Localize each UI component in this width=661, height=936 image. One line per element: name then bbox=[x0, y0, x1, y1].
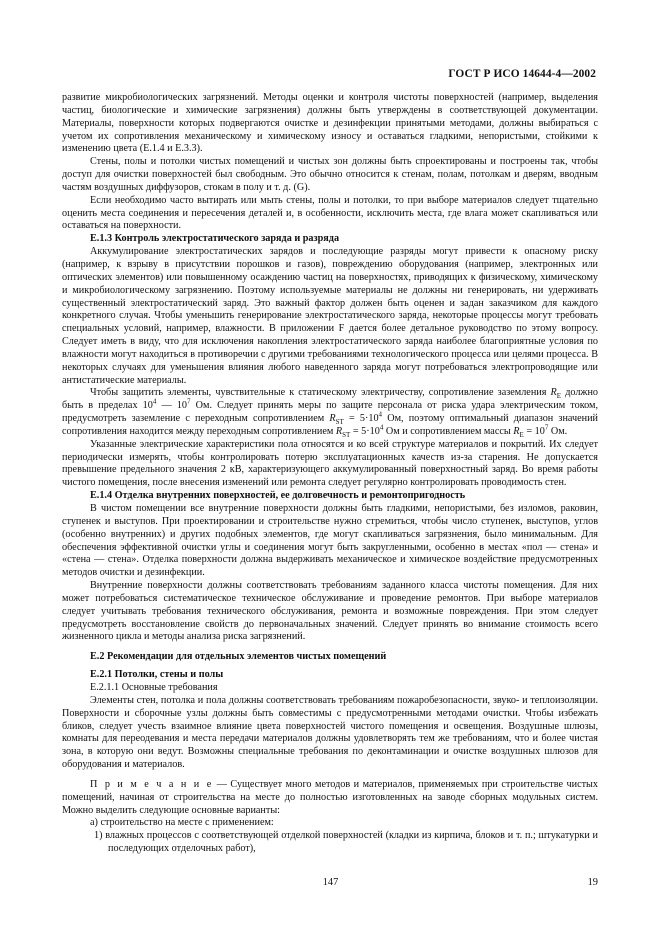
paragraph: Внутренние поверхности должны соответствовать требованиям заданного класса чистоты помещения. Для них может потребоваться систематическое техническое обслуживание и проведение ремонтов. При выборе материалов следует учитывать требования технического обслуживания, ремонта и возможные повреждения. При этом следует предусмотреть восстановление свойств до первоначальных значений. Следует принять во внимание стоимость всего жизненного цикла и методы анализа риска загрязнений. bbox=[62, 580, 598, 643]
list-item-a: а) строительство на месте с применением: bbox=[90, 817, 274, 829]
paragraph-resistance: Чтобы защитить элементы, чувствительные к статическому электричеству, сопротивление заземления $R_E$ должно быть в пределах $10^4$ — $10^7$ Ом. Следует принять меры по защите персонала от риска удара электрическим током, предусмотреть заземление с переходным сопротивлением $R_{ST} = 5\cdot 10^4$ Ом, поэтому оптимальный диапазон значений сопротивления находится между переходным сопротивлением $R_{ST} = 5\cdot 10^4$ Ом и сопротивлением массы $R_E = 10^7$ Ом. bbox=[62, 387, 599, 439]
paragraph: Если необходимо часто вытирать или мыть стены, полы и потолки, то при выборе материалов следует тщательно оценить места соединения и пересечения деталей и, в особенности, исключить места, где влага может скапливаться или оставаться на поверхности. bbox=[62, 194, 598, 232]
paragraph: Элементы стен, потолка и пола должны соответствовать требованиям пожаробезопасности, звуко- и теплоизоляции. Поверхности и сборочные узлы должны быть совместимы с предусмотренными методами очистки. Чтобы избежать бликов, следует учесть взаимное влияние цвета поверхностей чистого помещения и освещения. Воздушные шлюзы, комнаты для переодевания и места передачи материалов должны удовлетворять тем же требованиям, что и более чистая зона, в которую они ведут. Возможны специальные требования по деконтаминации и очистке воздушных шлюзов для оборудования и материалов. bbox=[62, 694, 598, 771]
section-heading-e21: Е.2.1 Потолки, стены и полы bbox=[90, 669, 224, 681]
subsection-heading-e211: Е.2.1.1 Основные требования bbox=[90, 681, 218, 693]
note-paragraph: П р и м е ч а н и е — Существует много методов и материалов, применяемых при строительстве чистых помещений, начиная от строительства на месте до полностью изготовленных на заводе сборных модульных систем. Можно выделить следующие основные варианты: bbox=[62, 778, 598, 816]
section-heading-e2: Е.2 Рекомендации для отдельных элементов чистых помещений bbox=[90, 651, 387, 663]
paragraph: развитие микробиологических загрязнений. Методы оценки и контроля чистоты поверхностей (например, выделения частиц, биологические и химические загрязнения) должны быть утверждены в соответствующей документации. Материалы, поверхности которых подвергаются очистке и дезинфекции принятыми методами, должны выбираться с учетом их сопротивления механическому и химическому износу и оставаться гладкими, непористыми, стойкими к изменению цвета (Е.1.4 и Е.3.3). bbox=[62, 92, 598, 155]
page-number-right: 19 bbox=[587, 877, 598, 888]
page-number-center: 147 bbox=[322, 877, 339, 888]
note-label: П р и м е ч а н и е bbox=[90, 778, 214, 790]
list-item-1: 1) влажных процессов с соответствующей отделкой поверхностей (кладки из кирпича, блоков и т. п.; штукатурки и последующих отделочных работ), bbox=[94, 830, 598, 855]
paragraph: Указанные электрические характеристики пола относятся и ко всей структуре материалов и покрытий. Их следует периодически измерять, чтобы контролировать потерю эксплуатационных качеств из-за старения. Не допускается превышение предельного значения 2 кВ, характеризующего аккумулированный поверхностный заряд. Во время работы чистого помещения, после внесения изменений или ремонта следует регулярно контролировать проводимость стен. bbox=[62, 438, 598, 489]
paragraph: Аккумулирование электростатических зарядов и последующие разряды могут привести к опасному риску (например, к взрыву в присутствии порошков и газов), повреждению оборудования (например, электронных или оптических элементов) или повышенному осаждению частиц на поверхностях, приводящих к физическому, химическому и микробиологическому загрязнению. Поэтому используемые материалы не должны ни генерировать, ни удерживать существенный электростатический заряд. Это важный фактор должен быть оценен и задан заказчиком для каждого конкретного случая. Чтобы уменьшить генерирование электростатического заряда, некоторые процессы могут требовать специальных условий, например, влажности. В приложении F дается более детальное руководство по этому вопросу. Следует иметь в виду, что для исключения накопления электростатического заряда наиболее благоприятные условия по влажности могут находиться в противоречии с другими требованиями технологического процесса или целями процесса. В некоторых случаях для уменьшения влияния любого наведенного заряда могут потребоваться электропроводящие или антистатические материалы. bbox=[62, 246, 598, 386]
paragraph: В чистом помещении все внутренние поверхности должны быть гладкими, непористыми, без изломов, раковин, ступенек и выступов. При проектировании и строительстве нужно стремиться, чтобы число ступенек, выступов, углов (особенно внутренних) и других подобных элементов, где могут скапливаться загрязнения, было минимальным. Для обеспечения эффективной очистки углы и соединения могут быть закругленными, особенно в местах «пол — стена» и «стена — стена». Отделка поверхности должна выдерживать механическое и химическое воздействие предусмотренных методов очистки и дезинфекции. bbox=[62, 503, 598, 579]
section-heading-e14: Е.1.4 Отделка внутренних поверхностей, ее долговечность и ремонтопригодность bbox=[90, 490, 466, 502]
body-text bbox=[62, 92, 598, 856]
paragraph: Стены, полы и потолки чистых помещений и чистых зон должны быть спроектированы и построены так, чтобы доступ для очистки поверхностей был свободным. Это обычно относится к стенам, полам, потолкам и дверям, вводным частям воздушных диффузоров, стокам в полу и т. д. (G). bbox=[62, 156, 598, 193]
standard-header: ГОСТ Р ИСО 14644-4—2002 bbox=[448, 68, 596, 80]
section-heading-e13: Е.1.3 Контроль электростатического заряда и разряда bbox=[90, 233, 340, 245]
